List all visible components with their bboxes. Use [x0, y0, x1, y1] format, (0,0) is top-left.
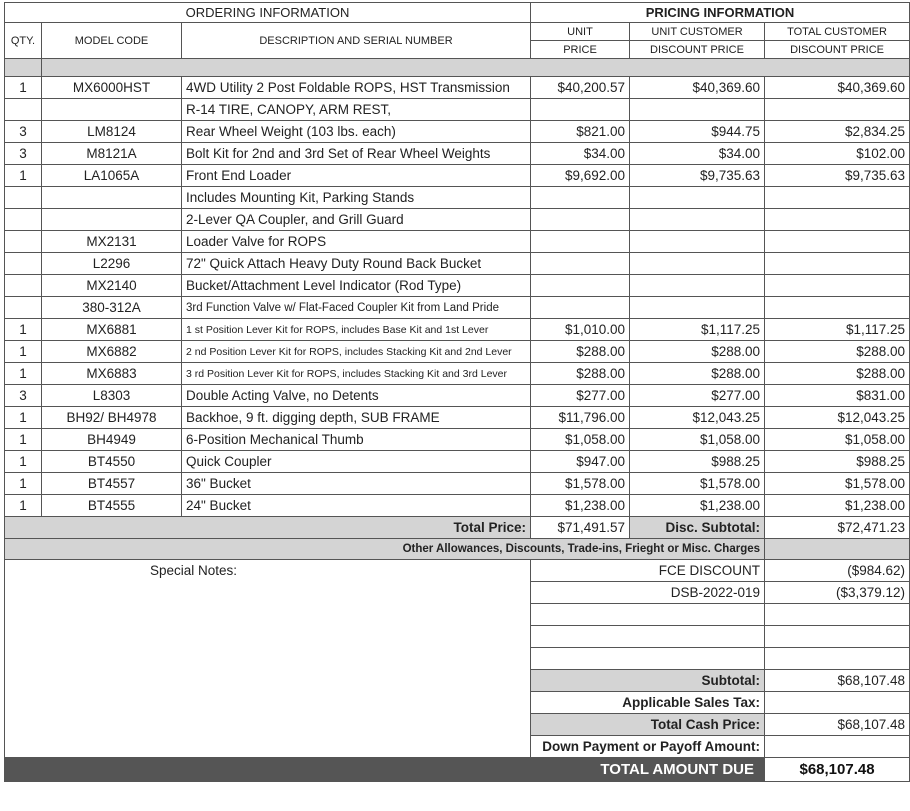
unit-price-cell: $277.00	[531, 385, 630, 407]
description-cell: 1 st Position Lever Kit for ROPS, includes Base Kit and 1st Lever	[182, 319, 531, 341]
unit-price-cell: $1,010.00	[531, 319, 630, 341]
qty-cell: 3	[5, 385, 42, 407]
subtotal-value: $68,107.48	[765, 670, 910, 692]
unit-disc-header-2: DISCOUNT PRICE	[630, 41, 765, 59]
unit-discount-price-cell	[630, 99, 765, 121]
model-code-cell: L8303	[42, 385, 182, 407]
qty-cell: 1	[5, 341, 42, 363]
unit-discount-price-cell	[630, 231, 765, 253]
table-row	[5, 275, 910, 297]
unit-discount-price-cell: $277.00	[630, 385, 765, 407]
description-cell: 2 nd Position Lever Kit for ROPS, includes Stacking Kit and 2nd Lever	[182, 341, 531, 363]
total-discount-price-cell: $12,043.25	[765, 407, 910, 429]
unit-discount-price-cell: $1,578.00	[630, 473, 765, 495]
total-discount-price-cell	[765, 275, 910, 297]
total-discount-price-cell	[765, 253, 910, 275]
model-code-cell: L2296	[42, 253, 182, 275]
qty-cell: 1	[5, 77, 42, 99]
unit-discount-price-cell: $1,058.00	[630, 429, 765, 451]
unit-price-cell	[531, 297, 630, 319]
unit-price-cell: $947.00	[531, 451, 630, 473]
unit-price-cell: $9,692.00	[531, 165, 630, 187]
allowances-header-row	[5, 539, 910, 560]
table-row	[5, 407, 910, 429]
qty-cell: 1	[5, 451, 42, 473]
qty-header: QTY.	[5, 23, 42, 59]
description-cell: 2-Lever QA Coupler, and Grill Guard	[182, 209, 531, 231]
total-amount-due-label: TOTAL AMOUNT DUE	[5, 758, 765, 782]
ordering-info-header: ORDERING INFORMATION	[5, 3, 531, 23]
table-row	[5, 253, 910, 275]
down-payment-value	[765, 736, 910, 758]
description-header: DESCRIPTION AND SERIAL NUMBER	[182, 23, 531, 59]
table-row	[5, 495, 910, 517]
allowance-label: FCE DISCOUNT	[531, 560, 765, 582]
description-cell: Loader Valve for ROPS	[182, 231, 531, 253]
total-amount-due-value: $68,107.48	[765, 758, 910, 782]
allowances-header: Other Allowances, Discounts, Trade-ins, Frieght or Misc. Charges	[5, 539, 765, 560]
description-cell: Rear Wheel Weight (103 lbs. each)	[182, 121, 531, 143]
allowances-header-blank	[765, 539, 910, 560]
total-discount-price-cell: $831.00	[765, 385, 910, 407]
model-code-cell: MX6881	[42, 319, 182, 341]
description-cell: Quick Coupler	[182, 451, 531, 473]
description-cell: Double Acting Valve, no Detents	[182, 385, 531, 407]
allowance-value	[765, 604, 910, 626]
unit-price-cell: $40,200.57	[531, 77, 630, 99]
allowance-label	[531, 626, 765, 648]
unit-discount-price-cell: $1,117.25	[630, 319, 765, 341]
description-cell: 72" Quick Attach Heavy Duty Round Back Bucket	[182, 253, 531, 275]
qty-cell	[5, 231, 42, 253]
totals-row	[5, 517, 910, 539]
model-code-cell: MX6882	[42, 341, 182, 363]
unit-disc-header-1: UNIT CUSTOMER	[630, 23, 765, 41]
unit-price-header-2: PRICE	[531, 41, 630, 59]
unit-discount-price-cell	[630, 209, 765, 231]
model-code-cell: BT4557	[42, 473, 182, 495]
unit-price-cell	[531, 253, 630, 275]
allowance-value: ($984.62)	[765, 560, 910, 582]
qty-cell	[5, 99, 42, 121]
unit-price-cell	[531, 275, 630, 297]
table-row	[5, 231, 910, 253]
description-cell: Backhoe, 9 ft. digging depth, SUB FRAME	[182, 407, 531, 429]
table-row	[5, 165, 910, 187]
total-discount-price-cell: $988.25	[765, 451, 910, 473]
unit-discount-price-cell: $9,735.63	[630, 165, 765, 187]
down-payment-label: Down Payment or Payoff Amount:	[531, 736, 765, 758]
unit-price-cell	[531, 231, 630, 253]
table-row	[5, 473, 910, 495]
description-cell: R-14 TIRE, CANOPY, ARM REST,	[182, 99, 531, 121]
allowance-label	[531, 604, 765, 626]
allowance-value	[765, 648, 910, 670]
total-discount-price-cell: $9,735.63	[765, 165, 910, 187]
unit-price-cell: $1,058.00	[531, 429, 630, 451]
table-row	[5, 319, 910, 341]
qty-cell	[5, 275, 42, 297]
total-discount-price-cell: $1,578.00	[765, 473, 910, 495]
subtotal-label: Subtotal:	[531, 670, 765, 692]
model-code-cell: M8121A	[42, 143, 182, 165]
model-code-cell	[42, 209, 182, 231]
unit-discount-price-cell: $944.75	[630, 121, 765, 143]
table-row	[5, 429, 910, 451]
qty-cell: 3	[5, 121, 42, 143]
unit-discount-price-cell: $988.25	[630, 451, 765, 473]
total-discount-price-cell: $1,238.00	[765, 495, 910, 517]
total-price-label: Total Price:	[5, 517, 531, 539]
special-notes-box	[5, 560, 531, 758]
unit-discount-price-cell: $40,369.60	[630, 77, 765, 99]
description-cell: 4WD Utility 2 Post Foldable ROPS, HST Transmission	[182, 77, 531, 99]
total-disc-header-1: TOTAL CUSTOMER	[765, 23, 910, 41]
allowance-label: DSB-2022-019	[531, 582, 765, 604]
total-discount-price-cell	[765, 297, 910, 319]
order-form	[4, 2, 910, 782]
qty-cell: 1	[5, 429, 42, 451]
qty-cell: 1	[5, 473, 42, 495]
unit-price-cell: $34.00	[531, 143, 630, 165]
total-discount-price-cell: $102.00	[765, 143, 910, 165]
qty-cell: 1	[5, 495, 42, 517]
model-code-cell	[42, 187, 182, 209]
qty-cell: 1	[5, 407, 42, 429]
unit-price-cell: $821.00	[531, 121, 630, 143]
unit-discount-price-cell: $288.00	[630, 341, 765, 363]
qty-cell: 1	[5, 165, 42, 187]
model-code-cell: MX2140	[42, 275, 182, 297]
description-cell: 36" Bucket	[182, 473, 531, 495]
description-cell: Front End Loader	[182, 165, 531, 187]
total-discount-price-cell: $1,058.00	[765, 429, 910, 451]
model-code-cell: BT4550	[42, 451, 182, 473]
table-row	[5, 341, 910, 363]
table-row	[5, 143, 910, 165]
unit-price-cell	[531, 209, 630, 231]
unit-discount-price-cell	[630, 275, 765, 297]
qty-cell: 1	[5, 319, 42, 341]
allowance-value	[765, 626, 910, 648]
sales-tax-value	[765, 692, 910, 714]
table-row	[5, 451, 910, 473]
unit-price-cell	[531, 187, 630, 209]
table-row	[5, 99, 910, 121]
model-code-cell: MX6000HST	[42, 77, 182, 99]
unit-discount-price-cell: $288.00	[630, 363, 765, 385]
cash-price-label: Total Cash Price:	[531, 714, 765, 736]
total-discount-price-cell: $288.00	[765, 363, 910, 385]
total-discount-price-cell: $2,834.25	[765, 121, 910, 143]
table-row	[5, 385, 910, 407]
description-cell: 24" Bucket	[182, 495, 531, 517]
total-discount-price-cell	[765, 209, 910, 231]
qty-cell	[5, 209, 42, 231]
sales-tax-label: Applicable Sales Tax:	[531, 692, 765, 714]
table-row	[5, 121, 910, 143]
total-discount-price-cell: $288.00	[765, 341, 910, 363]
unit-discount-price-cell	[630, 253, 765, 275]
unit-price-cell: $11,796.00	[531, 407, 630, 429]
total-discount-price-cell	[765, 187, 910, 209]
unit-price-cell: $288.00	[531, 363, 630, 385]
table-row	[5, 209, 910, 231]
unit-price-cell: $1,238.00	[531, 495, 630, 517]
table-row	[5, 363, 910, 385]
model-code-header: MODEL CODE	[42, 23, 182, 59]
total-price-value: $71,491.57	[531, 517, 630, 539]
qty-cell	[5, 253, 42, 275]
cash-price-value: $68,107.48	[765, 714, 910, 736]
qty-cell: 3	[5, 143, 42, 165]
table-row	[5, 187, 910, 209]
unit-price-cell	[531, 99, 630, 121]
allowance-value: ($3,379.12)	[765, 582, 910, 604]
table-row	[5, 297, 910, 319]
model-code-cell: MX6883	[42, 363, 182, 385]
spacer-row	[5, 59, 910, 77]
special-notes-label: Special Notes:	[150, 563, 238, 578]
description-cell: 3rd Function Valve w/ Flat-Faced Coupler Kit from Land Pride	[182, 297, 531, 319]
total-discount-price-cell	[765, 99, 910, 121]
total-discount-price-cell: $40,369.60	[765, 77, 910, 99]
unit-discount-price-cell	[630, 187, 765, 209]
pricing-info-header: PRICING INFORMATION	[531, 3, 910, 23]
description-cell: Includes Mounting Kit, Parking Stands	[182, 187, 531, 209]
model-code-cell	[42, 99, 182, 121]
model-code-cell: LA1065A	[42, 165, 182, 187]
model-code-cell: BH92/ BH4978	[42, 407, 182, 429]
description-cell: Bolt Kit for 2nd and 3rd Set of Rear Wheel Weights	[182, 143, 531, 165]
allowance-label	[531, 648, 765, 670]
model-code-cell: LM8124	[42, 121, 182, 143]
model-code-cell: 380-312A	[42, 297, 182, 319]
model-code-cell: MX2131	[42, 231, 182, 253]
unit-discount-price-cell: $12,043.25	[630, 407, 765, 429]
unit-price-cell: $288.00	[531, 341, 630, 363]
unit-discount-price-cell: $34.00	[630, 143, 765, 165]
table-row	[5, 77, 910, 99]
description-cell: 3 rd Position Lever Kit for ROPS, includes Stacking Kit and 3rd Lever	[182, 363, 531, 385]
total-discount-price-cell: $1,117.25	[765, 319, 910, 341]
model-code-cell: BH4949	[42, 429, 182, 451]
qty-cell	[5, 187, 42, 209]
model-code-cell: BT4555	[42, 495, 182, 517]
unit-price-cell: $1,578.00	[531, 473, 630, 495]
description-cell: 6-Position Mechanical Thumb	[182, 429, 531, 451]
qty-cell: 1	[5, 363, 42, 385]
qty-cell	[5, 297, 42, 319]
unit-discount-price-cell	[630, 297, 765, 319]
unit-discount-price-cell: $1,238.00	[630, 495, 765, 517]
description-cell: Bucket/Attachment Level Indicator (Rod Type)	[182, 275, 531, 297]
allowance-row	[5, 560, 910, 582]
amount-due-row	[5, 758, 910, 782]
total-disc-header-2: DISCOUNT PRICE	[765, 41, 910, 59]
disc-subtotal-value: $72,471.23	[765, 517, 910, 539]
total-discount-price-cell	[765, 231, 910, 253]
disc-subtotal-label: Disc. Subtotal:	[630, 517, 765, 539]
unit-price-header-1: UNIT	[531, 23, 630, 41]
